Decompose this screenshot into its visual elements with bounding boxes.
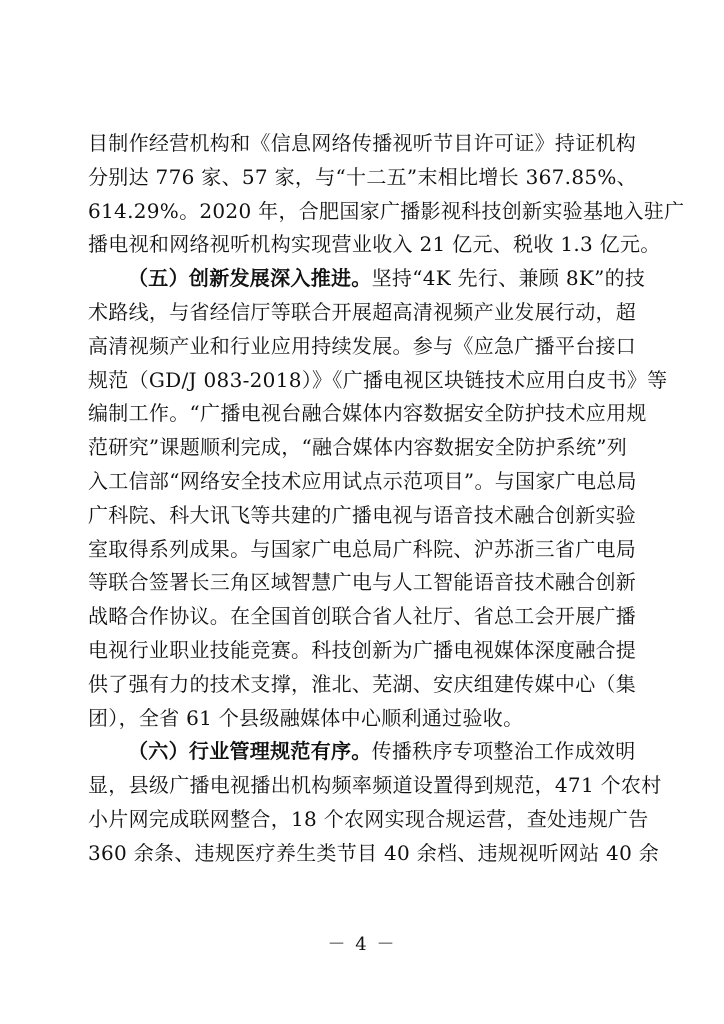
- paragraph-line: 编制工作。“广播电视台融合媒体内容数据安全防护技术应用规: [88, 401, 647, 426]
- paragraph-line: 等联合签署长三角区域智慧广电与人工智能语音技术融合创新: [88, 570, 637, 595]
- paragraph-line: 广科院、科大讯飞等共建的广播电视与语音技术融合创新实验: [88, 502, 637, 527]
- paragraph-line: 范研究”课题顺利完成，“融合媒体内容数据安全防护系统”列: [88, 435, 628, 460]
- paragraph-line: 目制作经营机构和《信息网络传播视听节目许可证》持证机构: [88, 131, 637, 155]
- section-6-text: 传播秩序专项整治工作成效明: [371, 739, 636, 764]
- paragraph-line: 614.29%。2020 年，合肥国家广播影视科技创新实验基地入驻广: [88, 198, 685, 223]
- paragraph-line: 供了强有力的技术支撑，淮北、芜湖、安庆组建传媒中心（集: [88, 671, 637, 696]
- paragraph-line: 室取得系列成果。与国家广电总局广科院、沪苏浙三省广电局: [88, 536, 637, 561]
- page-number: － 4 －: [327, 934, 397, 955]
- paragraph-line: 团），全省 61 个县级融媒体中心顺利通过验收。: [88, 705, 524, 730]
- section-6-first-line: [128, 739, 648, 763]
- paragraph-line: 战略合作协议。在全国首创联合省人社厅、省总工会开展广播: [88, 604, 637, 629]
- paragraph-line: 小片网完成联网整合，18 个农网实现合规运营，查处违规广告: [88, 807, 649, 831]
- paragraph-line: 显，县级广播电视播出机构频率频道设置得到规范，471 个农村: [88, 773, 662, 798]
- paragraph-line: 高清视频产业和行业应用持续发展。参与《应急广播平台接口: [88, 333, 637, 358]
- paragraph-line: 入工信部“网络安全技术应用试点示范项目”。与国家广电总局: [88, 469, 637, 493]
- paragraph-line: 电视行业职业技能竞赛。科技创新为广播电视媒体深度融合提: [88, 638, 637, 662]
- section-5-text: 坚持“4K 先行、兼顾 8K”的技: [371, 266, 646, 291]
- paragraph-line: 规范（GD/J 083-2018）》《广播电视区块链技术应用白皮书》等: [88, 367, 668, 392]
- section-6-heading: （六）行业管理规范有序。: [128, 739, 372, 764]
- paragraph-line: 术路线，与省经信厅等联合开展超高清视频产业发展行动，超: [88, 300, 637, 324]
- section-5-first-line: [128, 266, 648, 290]
- paragraph-line: 播电视和网络视听机构实现营业收入 21 亿元、税收 1.3 亿元。: [88, 232, 661, 257]
- paragraph-line: 分别达 776 家、57 家，与“十二五”末相比增长 367.85%、: [88, 164, 637, 189]
- paragraph-line: 360 余条、违规医疗养生类节目 40 余档、违规视听网站 40 余: [88, 840, 660, 865]
- section-5-heading: （五）创新发展深入推进。: [128, 266, 372, 291]
